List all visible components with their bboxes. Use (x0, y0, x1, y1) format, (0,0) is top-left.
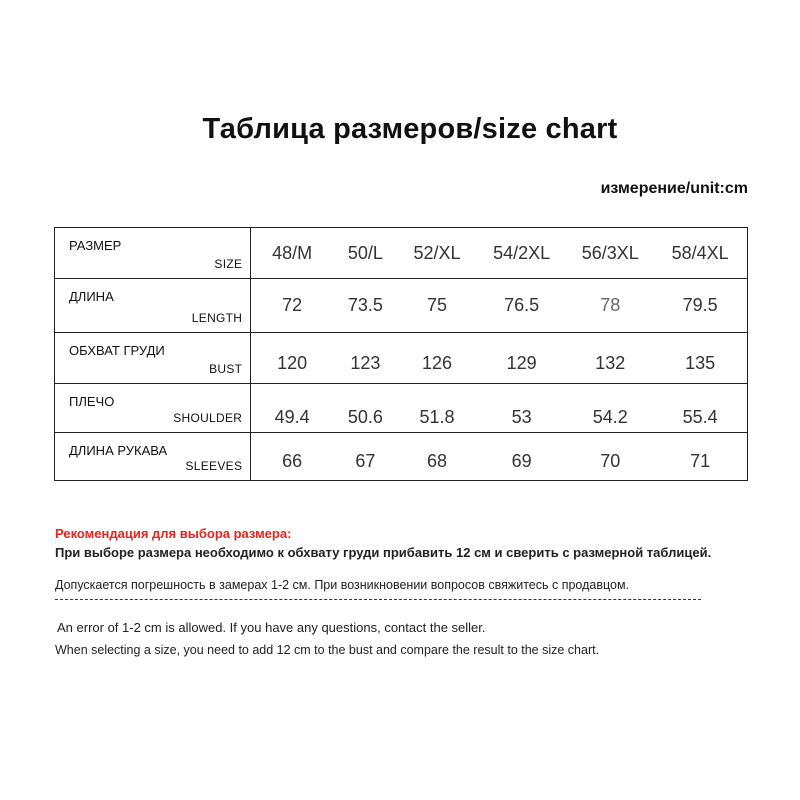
table-row-size (55, 228, 748, 279)
row-label-en: SLEEVES (185, 459, 243, 473)
dashed-divider (55, 599, 701, 600)
row-label-ru: ДЛИНА (69, 289, 114, 305)
table-cell: 69 (511, 450, 532, 471)
table-cell: 120 (251, 333, 333, 383)
table-cell: 58/4XL (653, 228, 747, 279)
table-cell: 66 (282, 450, 303, 471)
row-label-ru: ДЛИНА РУКАВА (69, 442, 168, 458)
table-cell: 72 (251, 279, 333, 333)
row-label-length (55, 279, 251, 333)
row-label-en: LENGTH (191, 311, 243, 326)
row-label-shoulder (55, 383, 251, 432)
table-row-bust (55, 333, 748, 383)
table-cell: 56/3XL (567, 228, 653, 279)
table-row-shoulder (55, 383, 748, 432)
table-cell: 135 (653, 333, 747, 383)
row-label-ru: ПЛЕЧО (69, 393, 115, 409)
table-row-sleeves (55, 432, 748, 480)
unit-label: измерение/unit:cm (600, 180, 748, 197)
table-row-length (55, 279, 748, 333)
row-label-sleeves (55, 432, 251, 480)
tolerance-note-ru: Допускается погрешность в замерах 1-2 см. При возникновении вопросов свяжитесь с продавцом. (55, 578, 630, 592)
page-title: Таблица размеров/size chart (202, 113, 618, 145)
table-cell: 79.5 (653, 279, 747, 333)
row-label-en: BUST (209, 361, 243, 376)
table-cell: 50.6 (333, 383, 398, 432)
table-cell: 51.8 (398, 383, 476, 432)
table-cell: 53 (476, 383, 567, 432)
table-cell: 78 (567, 279, 653, 333)
table-cell: 68 (427, 450, 448, 471)
row-label-ru: ОБХВАТ ГРУДИ (69, 343, 165, 359)
row-label-ru: РАЗМЕР (69, 238, 122, 253)
table-cell: 73.5 (333, 279, 398, 333)
table-cell: 123 (333, 333, 398, 383)
row-label-en: SHOULDER (173, 410, 243, 425)
selection-note-en: When selecting a size, you need to add 12 cm to the bust and compare the result to the size chart. (55, 643, 600, 657)
row-label-size (55, 228, 251, 279)
table-cell: 55.4 (653, 383, 747, 432)
row-label-bust (55, 333, 251, 383)
table-cell: 126 (398, 333, 476, 383)
table-cell: 50/L (333, 228, 398, 279)
table-cell: 71 (690, 450, 711, 471)
tolerance-note-en: An error of 1-2 cm is allowed. If you have any questions, contact the seller. (57, 620, 486, 635)
table-cell: 48/M (251, 228, 333, 279)
table-cell: 54.2 (567, 383, 653, 432)
row-label-en: SIZE (214, 257, 243, 272)
table-cell: 132 (567, 333, 653, 383)
table-cell: 76.5 (476, 279, 567, 333)
table-cell: 75 (398, 279, 476, 333)
table-cell: 129 (476, 333, 567, 383)
size-table (54, 227, 748, 481)
recommendation-text: При выборе размера необходимо к обхвату груди прибавить 12 см и сверить с размерной таблицей. (55, 545, 712, 560)
table-cell: 52/XL (398, 228, 476, 279)
table-cell: 54/2XL (476, 228, 567, 279)
table-cell: 70 (600, 450, 621, 471)
table-cell: 49.4 (251, 383, 333, 432)
table-cell: 67 (355, 450, 376, 471)
recommendation-title: Рекомендация для выбора размера: (55, 526, 292, 541)
